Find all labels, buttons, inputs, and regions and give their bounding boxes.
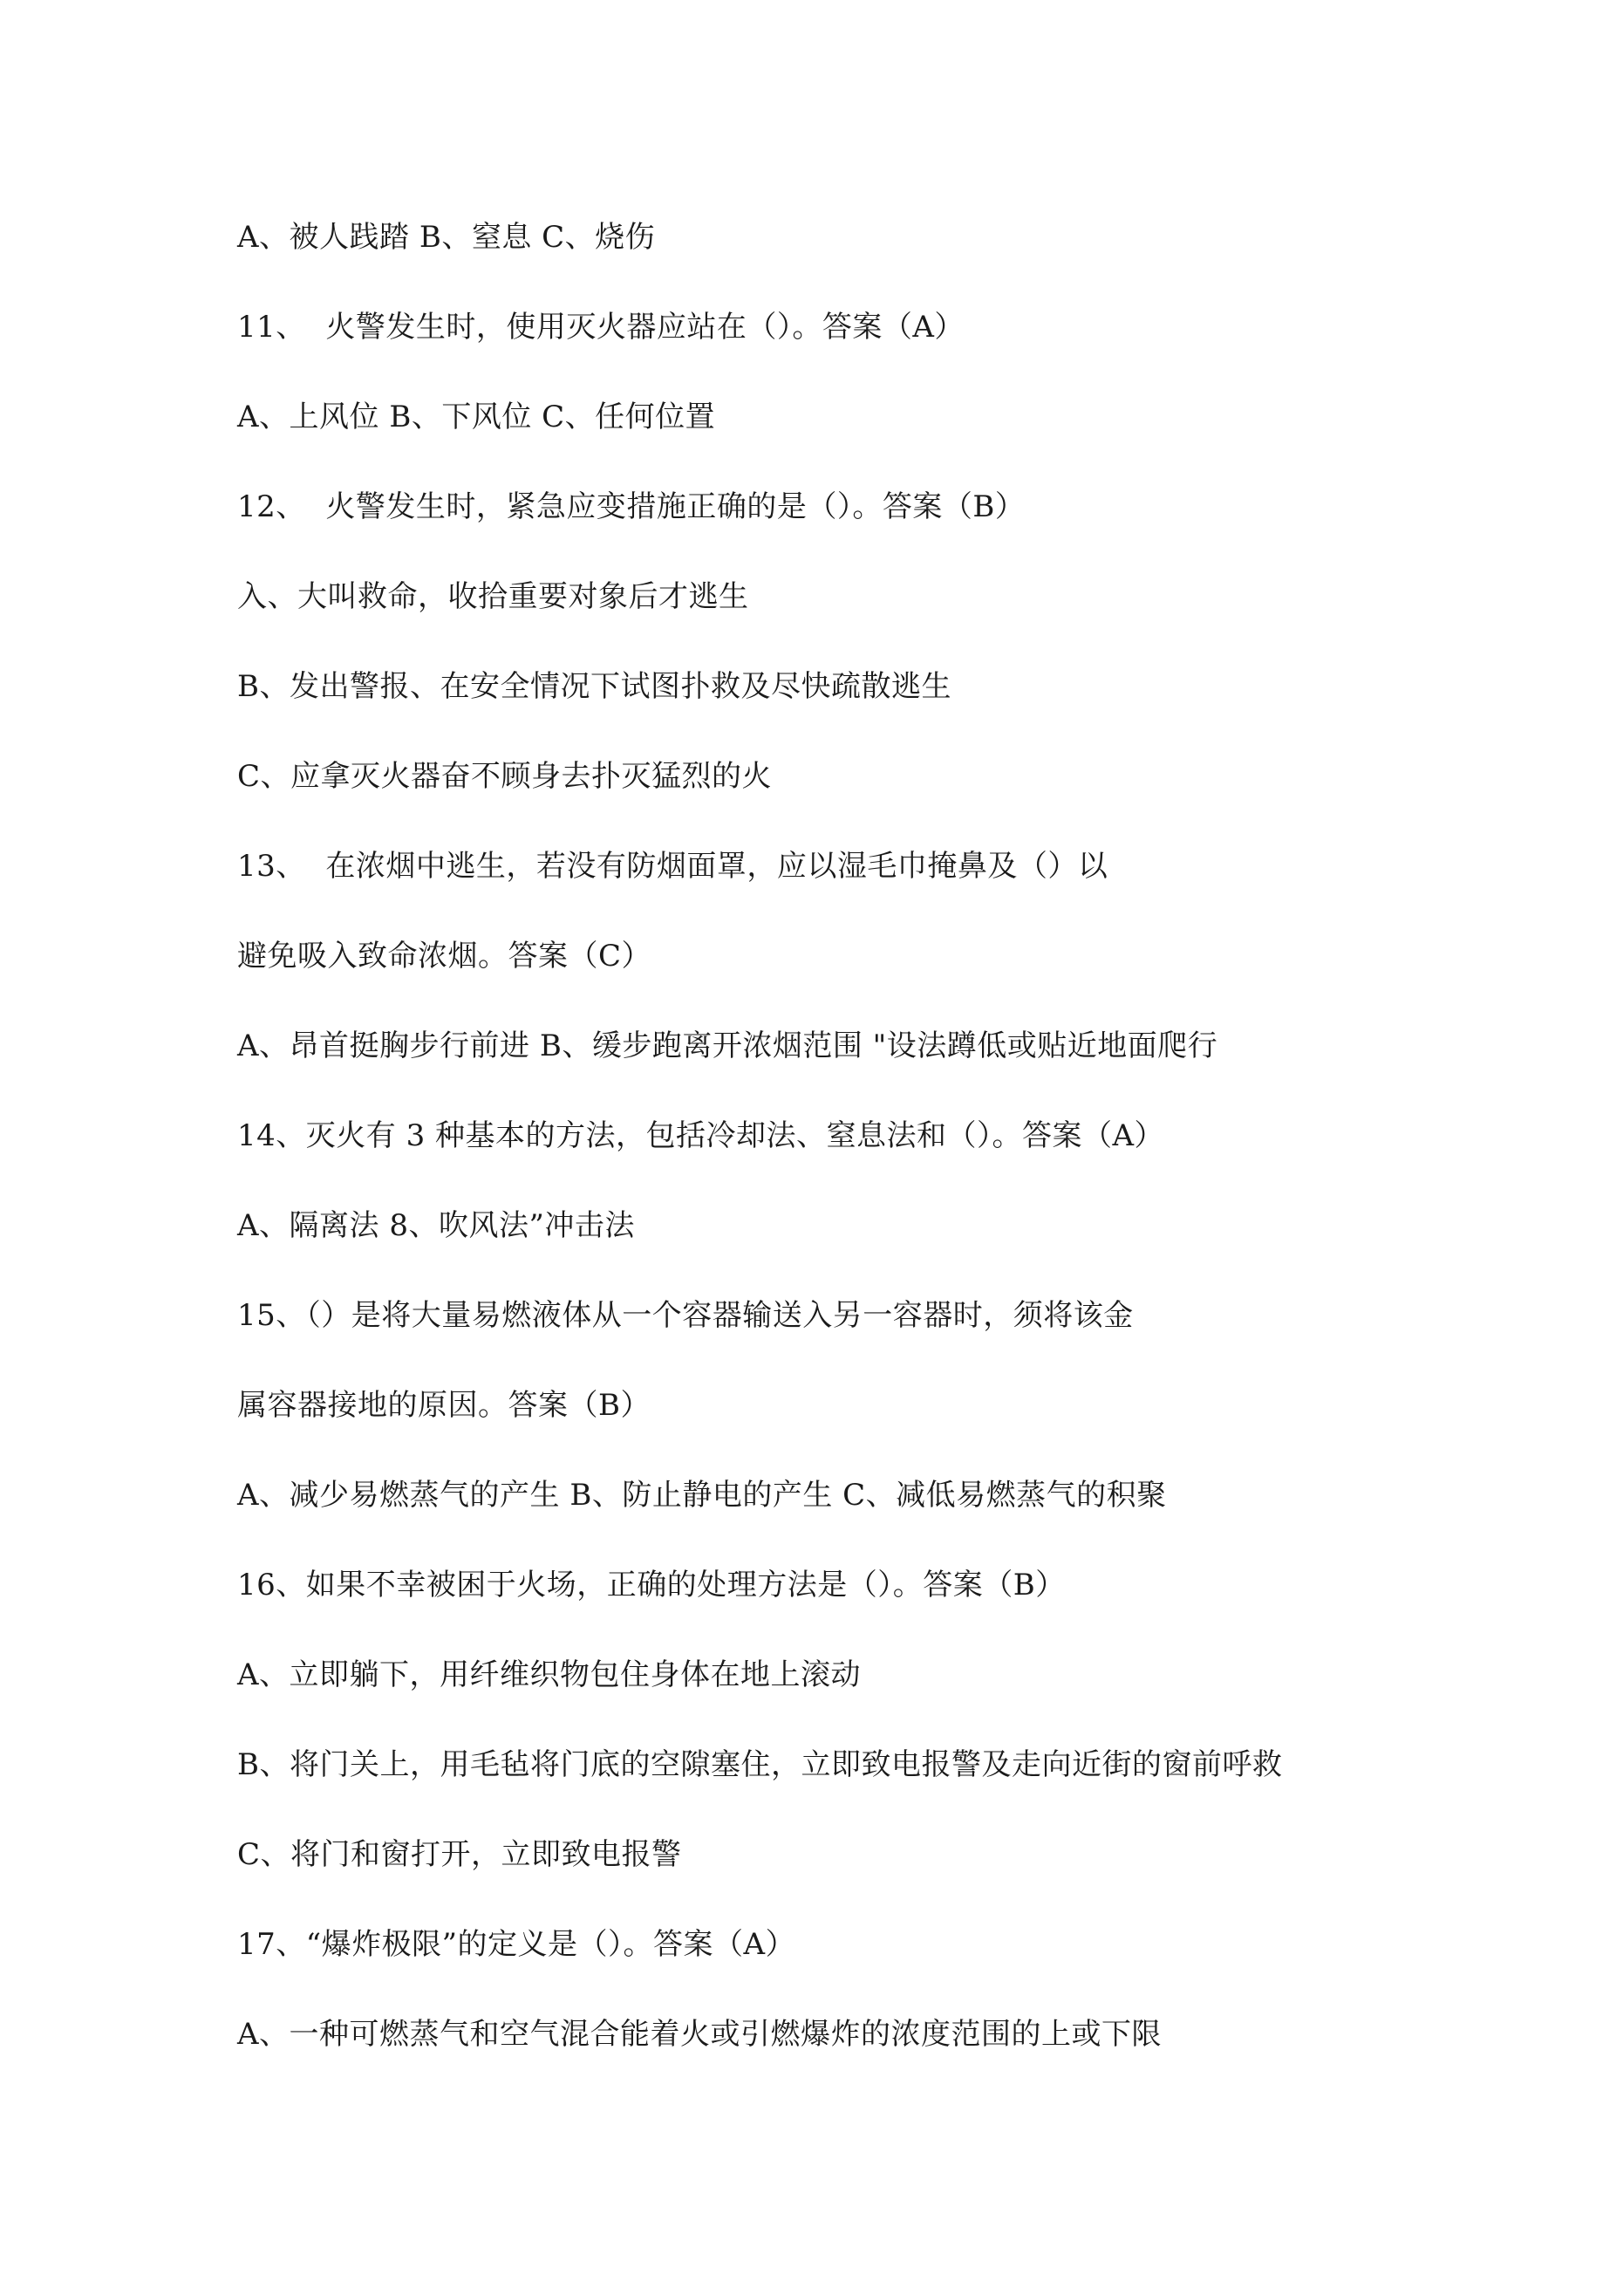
option-line-q14: A、隔离法 8、吹风法”冲击法: [237, 1208, 635, 1243]
option-a-q16: A、立即躺下，用纤维织物包住身体在地上滚动: [237, 1657, 862, 1692]
question-13: 13、 在浓烟中逃生，若没有防烟面罩，应以湿毛巾掩鼻及（）以: [237, 849, 1108, 884]
option-line-q15: A、减少易燃蒸气的产生 B、防止静电的产生 C、减低易燃蒸气的积聚: [237, 1478, 1167, 1513]
option-line-q10: A、被人践踏 B、窒息 C、烧伤: [237, 220, 656, 255]
option-a-q17: A、一种可燃蒸气和空气混合能着火或引燃爆炸的浓度范围的上或下限: [237, 2017, 1163, 2052]
question-14: 14、灭火有 3 种基本的方法，包括冷却法、窒息法和（）。答案（A）: [237, 1118, 1165, 1153]
option-b-q16: B、将门关上，用毛毡将门底的空隙塞住，立即致电报警及走向近街的窗前呼救: [237, 1747, 1283, 1782]
question-17: 17、“爆炸极限”的定义是（）。答案（A）: [237, 1927, 796, 1962]
question-12: 12、 火警发生时，紧急应变措施正确的是（）。答案（B）: [237, 489, 1026, 524]
option-a-q12: 入、大叫救命，收拾重要对象后才逃生: [237, 579, 749, 614]
question-15: 15、（）是将大量易燃液体从一个容器输送入另一容器时，须将该金: [237, 1298, 1134, 1333]
option-c-q16: C、将门和窗打开，立即致电报警: [237, 1837, 682, 1872]
question-11: 11、 火警发生时，使用灭火器应站在（）。答案（A）: [237, 310, 965, 345]
option-c-q12: C、应拿灭火器奋不顾身去扑灭猛烈的火: [237, 759, 773, 794]
document-body: [237, 208, 1458, 2094]
question-15-continued: 属容器接地的原因。答案（B）: [237, 1388, 651, 1423]
question-16: 16、如果不幸被困于火场，正确的处理方法是（）。答案（B）: [237, 1568, 1066, 1602]
question-13-continued: 避免吸入致命浓烟。答案（C）: [237, 939, 652, 974]
option-line-q13: A、昂首挺胸步行前进 B、缓步跑离开浓烟范围 "设法蹲低或贴近地面爬行: [237, 1028, 1218, 1063]
option-line-q11: A、上风位 B、下风位 C、任何位置: [237, 400, 716, 434]
option-b-q12: B、发出警报、在安全情况下试图扑救及尽快疏散逃生: [237, 669, 951, 704]
